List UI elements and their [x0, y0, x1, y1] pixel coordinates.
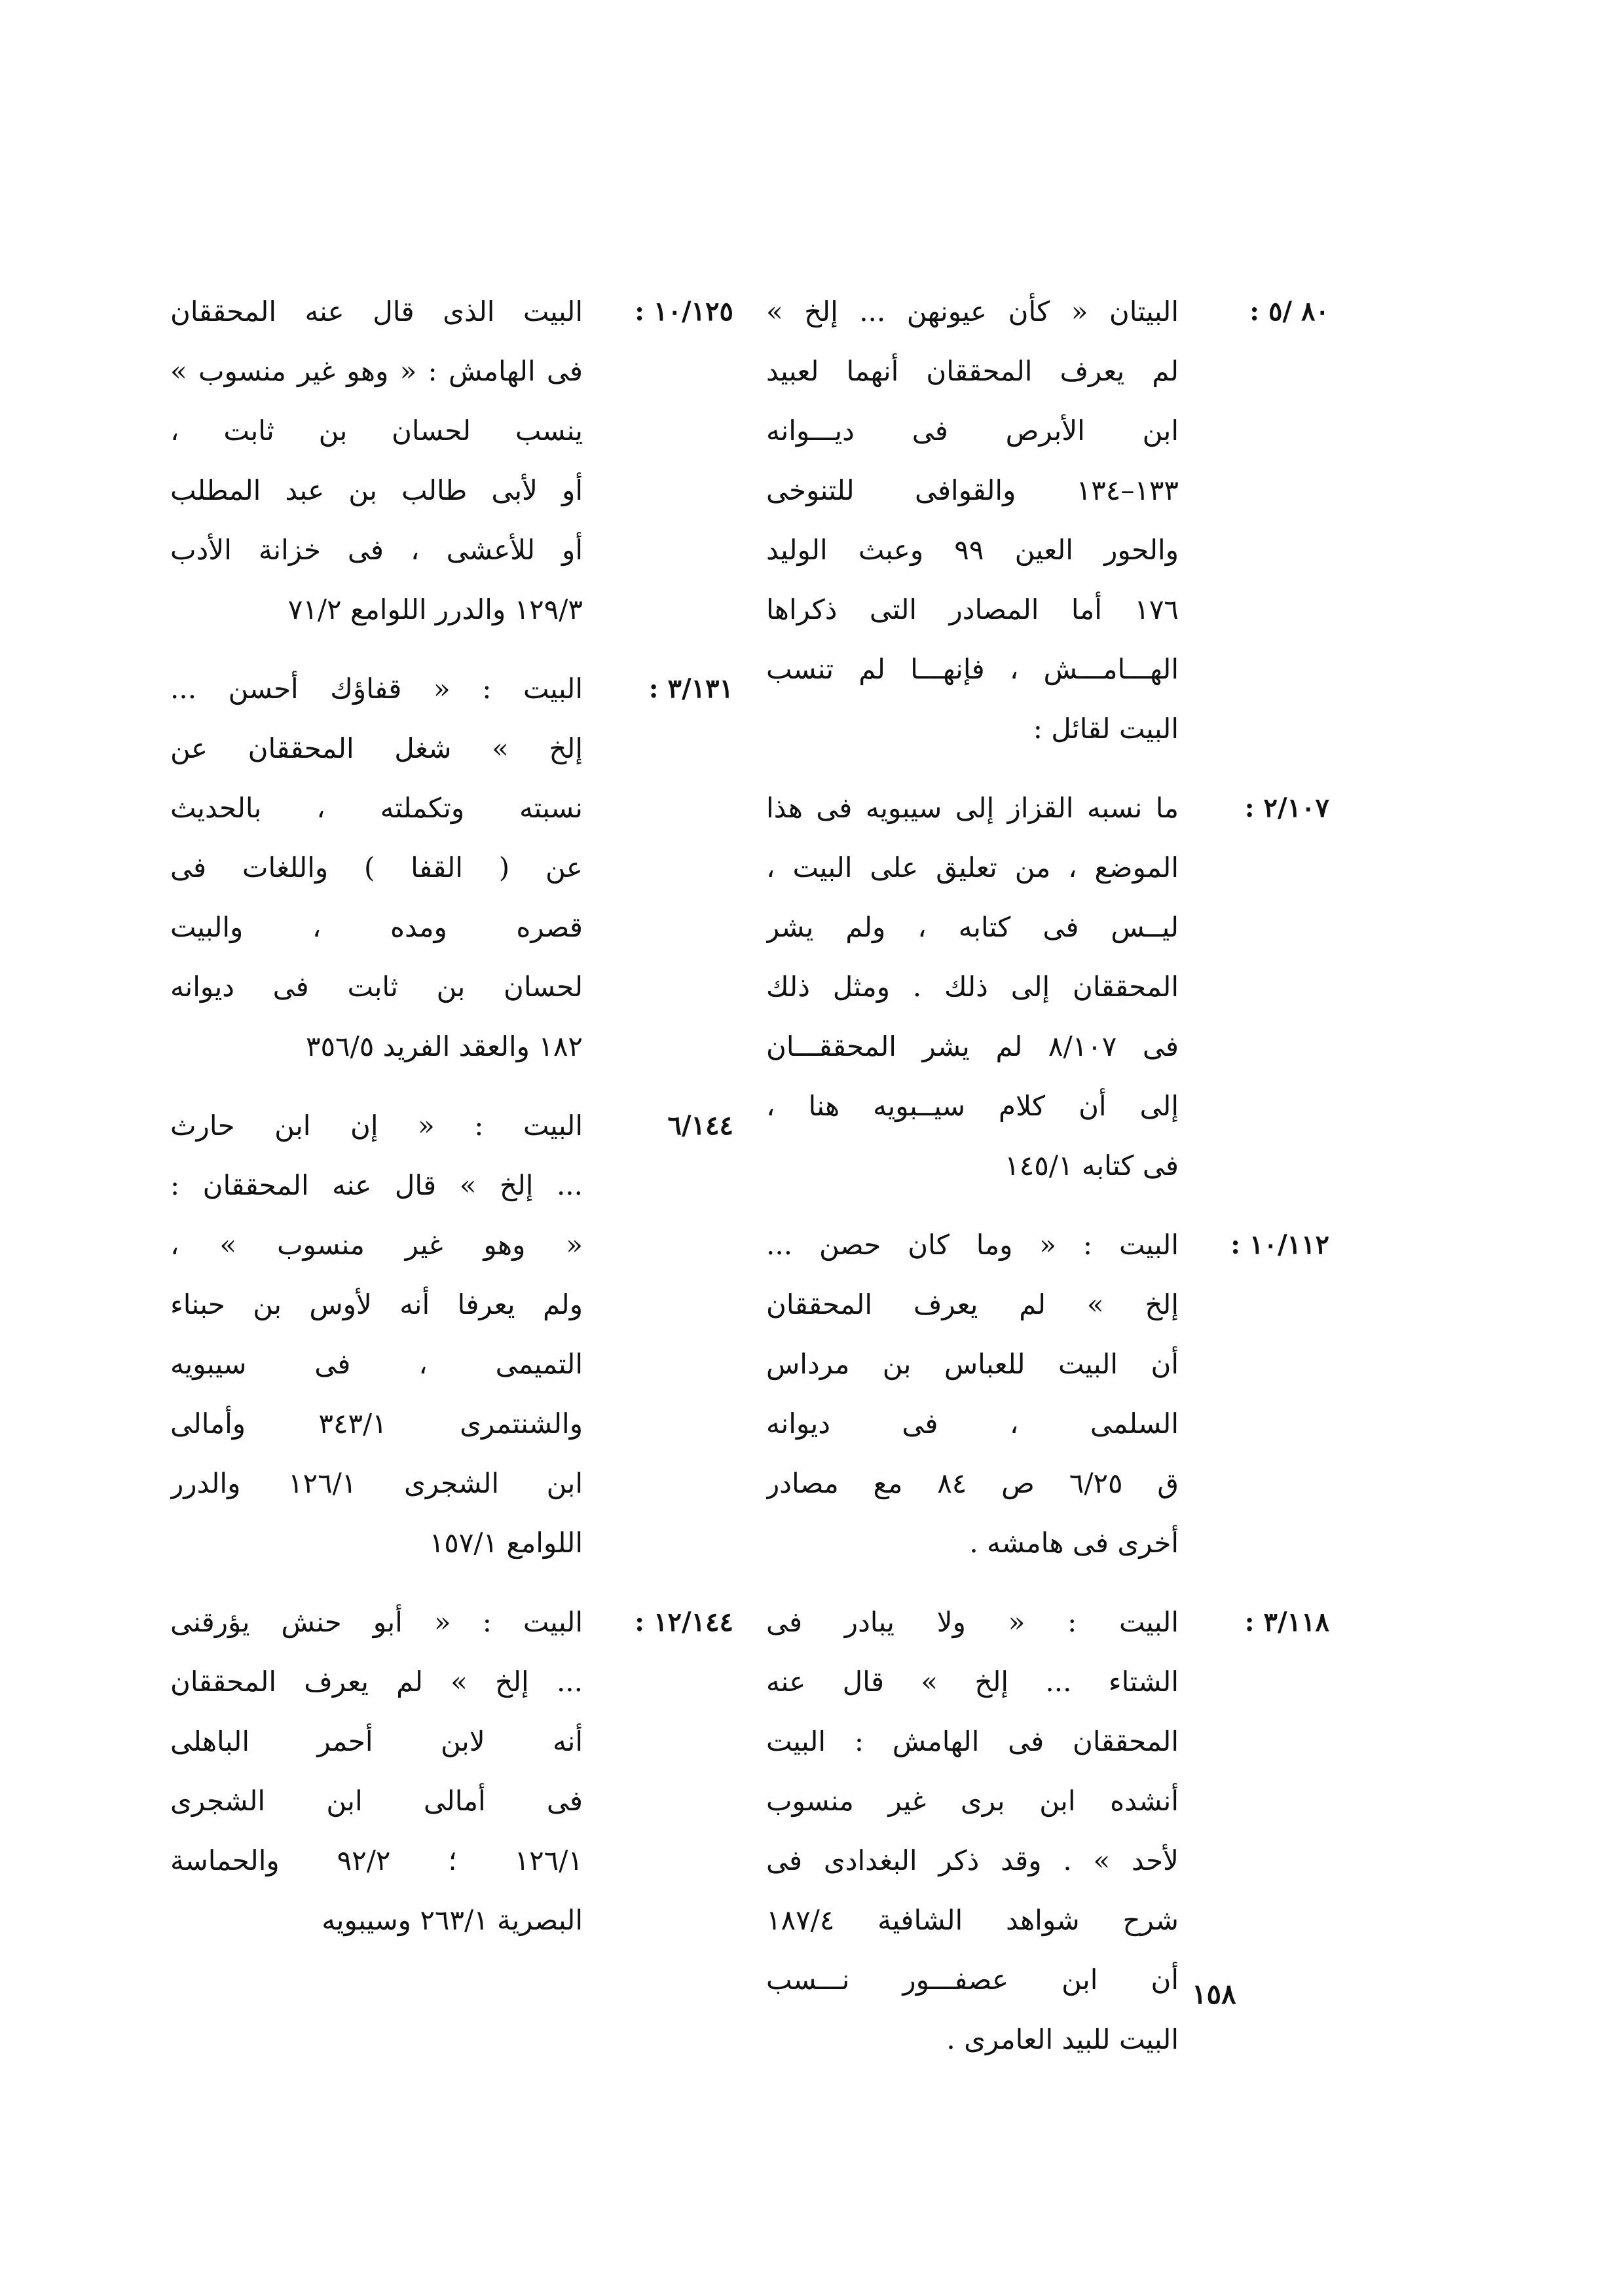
text-line: البيت الذى قال عنه المحققان: [170, 295, 583, 327]
text-line: التميمى ، فى سيبويه: [170, 1348, 583, 1380]
entry: [170, 282, 733, 639]
entry-text: [170, 1592, 583, 1950]
text-line: إلخ » لم يعرف المحققان: [766, 1288, 1179, 1320]
text-line: البيت : « أبو حنش يؤرقنى: [170, 1606, 583, 1638]
text-line: ١٢٦/١ ؛ ٩٢/٢ والحماسة: [170, 1844, 583, 1876]
entry: [766, 1592, 1329, 2069]
text-line: لأحد » . وقد ذكر البغدادى فى: [766, 1844, 1179, 1876]
entry-text: [170, 659, 583, 1076]
entry-text: [766, 1592, 1179, 2069]
text-line: المحققان فى الهامش : البيت: [766, 1725, 1179, 1757]
entry-reference: ٦/١٤٤: [667, 1110, 733, 1141]
entry: [766, 1215, 1329, 1573]
text-line: الموضع ، من تعليق على البيت ،: [766, 851, 1179, 884]
entry-reference: ٢/١٠٧ :: [1244, 793, 1329, 823]
text-line: البيت : « إن ابن حارث: [170, 1110, 583, 1142]
text-line: « وهو غير منسوب » ،: [170, 1229, 583, 1261]
text-line: لحسان بن ثابت فى ديوانه: [170, 971, 583, 1003]
entry-reference: ٣/١١٨ :: [1244, 1607, 1329, 1637]
text-line: والحور العين ٩٩ وعبث الوليد: [766, 534, 1179, 566]
text-line: أو لأبى طالب بن عبد المطلب: [170, 474, 583, 506]
text-line: السلمى ، فى ديوانه: [766, 1408, 1179, 1440]
text-line: البيت لقائل :: [1033, 713, 1179, 745]
text-line: فى الهامش : « وهو غير منسوب »: [170, 355, 583, 387]
left-column: [170, 282, 733, 1969]
text-line: ١٧٦ أما المصادر التى ذكراها: [766, 593, 1179, 625]
text-line: البصرية ٢٦٣/١ وسيبويه: [322, 1904, 583, 1936]
text-line: إلى أن كلام سيــبويه هنا ،: [766, 1090, 1179, 1122]
text-line: لم يعرف المحققان أنهما لعبيد: [766, 355, 1179, 387]
entry: [170, 659, 733, 1076]
text-line: الشتاء ... إلخ » قال عنه: [766, 1666, 1179, 1698]
entry-text: [766, 1215, 1179, 1573]
right-column: [766, 282, 1329, 2089]
text-line: ١٣٣–١٣٤ والقوافى للتنوخى: [766, 474, 1179, 506]
text-line: أنه لابن أحمر الباهلى: [170, 1725, 583, 1757]
text-line: ليــس فى كتابه ، ولم يشر: [766, 911, 1179, 943]
entry-reference: ١٠/١٢٥ :: [635, 296, 733, 327]
entry: [170, 1592, 733, 1950]
text-line: أن البيت للعباس بن مرداس: [766, 1348, 1179, 1380]
text-line: أخرى فى هامشه .: [969, 1527, 1179, 1559]
text-line: ابن الأبرص فى ديـــوانه: [766, 415, 1179, 447]
entry-reference: ٨٠ /٥ :: [1249, 296, 1329, 327]
text-line: فى ٨/١٠٧ لم يشر المحققـــان: [766, 1030, 1179, 1062]
text-line: ابن الشجرى ١٢٦/١ والدرر: [170, 1467, 583, 1499]
text-line: اللوامع ١٥٧/١: [429, 1527, 583, 1559]
text-line: والشنتمرى ٣٤٣/١ وأمالى: [170, 1408, 583, 1440]
text-line: عن ( القفا ) واللغات فى: [170, 851, 583, 884]
entry-reference: ٣/١٣١ :: [648, 673, 733, 704]
text-line: ١٨٢ والعقد الفريد ٣٥٦/٥: [305, 1030, 583, 1062]
text-line: فى أمالى ابن الشجرى: [170, 1785, 583, 1817]
text-line: البيت للبيد العامرى .: [946, 2023, 1179, 2055]
page-number: ١٥٨: [1192, 1978, 1236, 2010]
text-line: قصره ومده ، والبيت: [170, 911, 583, 943]
text-line: الهـــامـــش ، فإنهـــا لم تنسب: [766, 653, 1179, 685]
entry: [766, 778, 1329, 1195]
text-line: ... إلخ » قال عنه المحققان :: [170, 1169, 583, 1201]
text-line: فى كتابه ١٤٥/١: [1005, 1149, 1179, 1182]
text-line: ق ٦/٢٥ ص ٨٤ مع مصادر: [766, 1467, 1179, 1499]
text-line: ينسب لحسان بن ثابت ،: [170, 415, 583, 447]
entry-text: [766, 282, 1179, 758]
entry: [766, 282, 1329, 758]
entry-reference: ١٢/١٤٤ :: [635, 1607, 733, 1637]
text-line: البيت : « وما كان حصن ...: [766, 1229, 1179, 1261]
entry: [170, 1096, 733, 1573]
text-line: البيت : « قفاؤك أحسن ...: [170, 673, 583, 705]
text-line: البيت : « ولا يبادر فى: [766, 1606, 1179, 1638]
text-line: أن ابن عصفـــور نـــسب: [766, 1964, 1179, 1996]
text-line: شرح شواهد الشافية ١٨٧/٤: [766, 1904, 1179, 1936]
entry-reference: ١٠/١١٢ :: [1230, 1229, 1329, 1260]
text-line: نسبته وتكملته ، بالحديث: [170, 792, 583, 824]
text-line: ... إلخ » لم يعرف المحققان: [170, 1666, 583, 1698]
text-line: ولم يعرفا أنه لأوس بن حبناء: [170, 1288, 583, 1320]
text-line: إلخ » شغل المحققان عن: [170, 732, 583, 764]
entry-text: [170, 282, 583, 639]
text-line: ما نسبه القزاز إلى سيبويه فى هذا: [766, 792, 1179, 824]
entry-text: [766, 778, 1179, 1195]
text-line: المحققان إلى ذلك . ومثل ذلك: [766, 971, 1179, 1003]
text-line: أو للأعشى ، فى خزانة الأدب: [170, 534, 583, 566]
text-line: البيتان « كأن عيونهن ... إلخ »: [766, 295, 1179, 327]
text-line: ١٢٩/٣ والدرر اللوامع ٧١/٢: [287, 593, 583, 625]
text-line: أنشده ابن برى غير منسوب: [766, 1785, 1179, 1817]
entry-text: [170, 1096, 583, 1573]
